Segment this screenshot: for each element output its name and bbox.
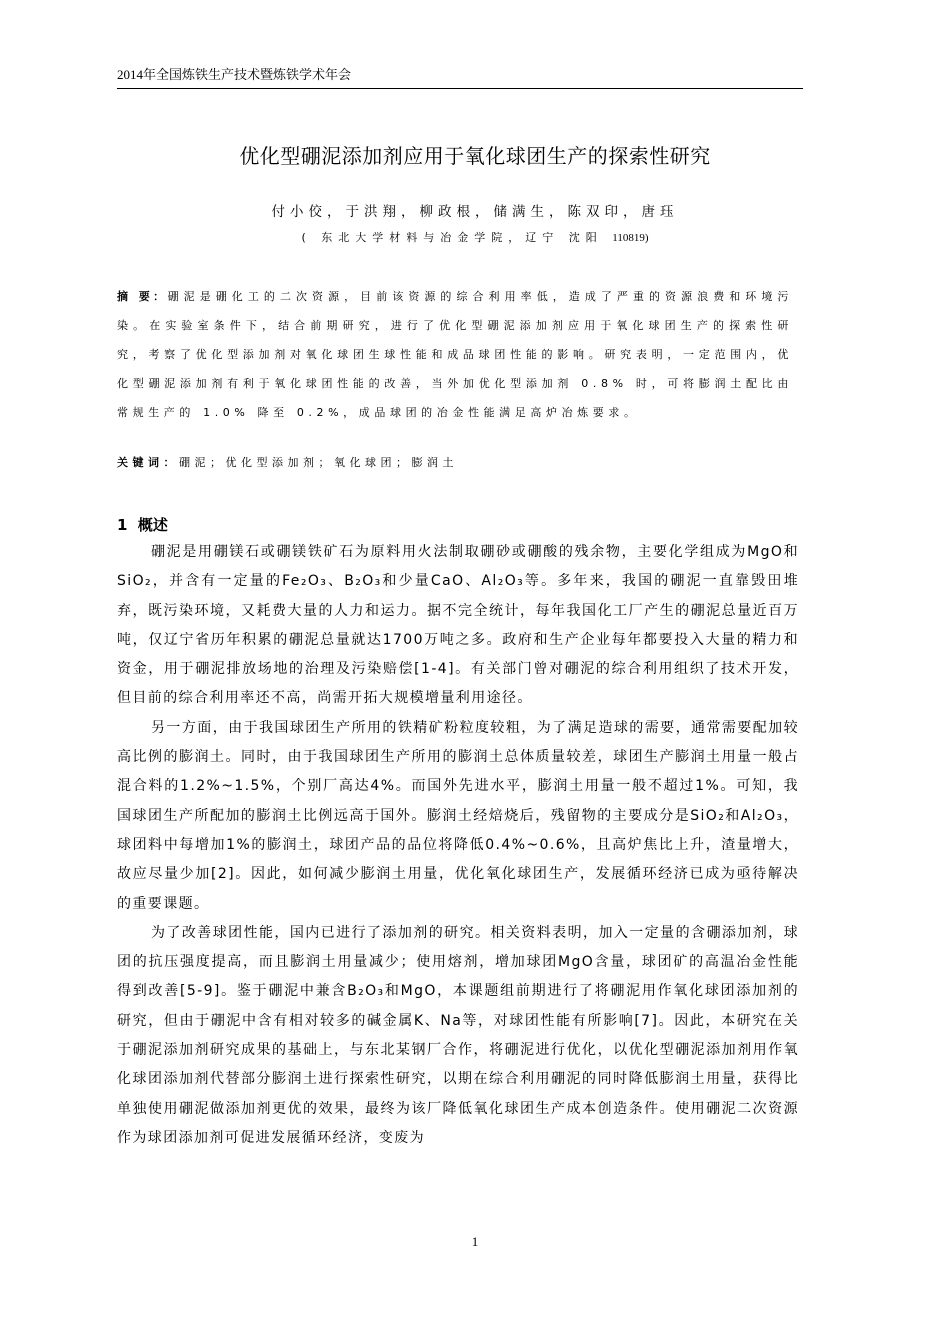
affiliation	[117, 229, 833, 245]
body-paragraph: 另一方面，由于我国球团生产所用的铁精矿粉粒度较粗，为了满足造球的需要，通常需要配加较高比例的膨润土。同时，由于我国球团生产所用的膨润土总体质量较差，球团生产膨润土用量一般占混合料的1.2%~1.5%，个别厂高达4%。而国外先进水平，膨润土用量一般不超过1%。可知，我国球团生产所配加的膨润土比例远高于国外。膨润土经焙烧后，残留物的主要成分是SiO₂和Al₂O₃，球团料中每增加1%的膨润土，球团产品的品位将降低0.4%~0.6%，且高炉焦比上升，渣量增大，故应尽量少加[2]。因此，如何减少膨润土用量，优化氧化球团生产，发展循环经济已成为亟待解决的重要课题。	[117, 719, 799, 912]
body-text	[117, 538, 799, 1153]
keywords-text: 硼泥；优化型添加剂；氧化球团；膨润土	[179, 456, 458, 469]
body-paragraph: 为了改善球团性能，国内已进行了添加剂的研究。相关资料表明，加入一定量的含硼添加剂，球团的抗压强度提高，而且膨润土用量减少；使用熔剂，增加球团MgO含量，球团矿的高温冶金性能得到改善[5-9]。鉴于硼泥中兼含B₂O₃和MgO，本课题组前期进行了将硼泥用作氧化球团添加剂的研究，但由于硼泥中含有相对较多的碱金属K、Na等，对球团性能有所影响[7]。因此，本研究在关于硼泥添加剂研究成果的基础上，与东北某钢厂合作，将硼泥进行优化，以优化型硼泥添加剂用作氧化球团添加剂代替部分膨润土进行探索性研究，以期在综合利用硼泥的同时降低膨润土用量，获得比单独使用硼泥做添加剂更优的效果，最终为该厂降低氧化球团生产成本创造条件。使用硼泥二次资源作为球团添加剂可促进发展循环经济，变废为	[117, 924, 799, 1146]
section-number: 1	[117, 516, 128, 534]
keywords-label: 关键词：	[117, 456, 179, 469]
keywords	[117, 454, 793, 470]
affiliation-text: ( 东北大学材料与冶金学院，辽宁 沈阳	[301, 231, 603, 244]
abstract	[117, 282, 793, 427]
running-header: 2014年全国炼铁生产技术暨炼铁学术年会	[117, 64, 803, 89]
page-number: 1	[471, 1234, 479, 1249]
section-heading	[117, 514, 168, 535]
author-list: 付小佼，于洪翔，柳政根，储满生，陈双印，唐珏	[271, 204, 679, 220]
paper-title: 优化型硼泥添加剂应用于氧化球团生产的探索性研究	[239, 144, 711, 168]
affiliation-postcode: 110819)	[612, 232, 649, 244]
abstract-label: 摘 要：	[117, 290, 168, 303]
section-title-text: 概述	[137, 516, 168, 534]
abstract-text: 硼泥是硼化工的二次资源，目前该资源的综合利用率低，造成了严重的资源浪费和环境污染。在实验室条件下，结合前期研究，进行了优化型硼泥添加剂应用于氧化球团生产的探索性研究，考察了优化型添加剂对氧化球团生球性能和成品球团性能的影响。研究表明，一定范围内，优化型硼泥添加剂有利于氧化球团性能的改善，当外加优化型添加剂 0.8% 时，可将膨润土配比由常规生产的 1.0% 降至 0.2%，成品球团的冶金性能满足高炉冶炼要求。	[117, 290, 793, 419]
body-paragraph: 硼泥是用硼镁石或硼镁铁矿石为原料用火法制取硼砂或硼酸的残余物，主要化学组成为MgO和SiO₂，并含有一定量的Fe₂O₃、B₂O₃和少量CaO、Al₂O₃等。多年来，我国的硼泥一直靠毁田堆弃，既污染环境，又耗费大量的人力和运力。据不完全统计，每年我国化工厂产生的硼泥总量近百万吨，仅辽宁省历年积累的硼泥总量就达1700万吨之多。政府和生产企业每年都要投入大量的精力和资金，用于硼泥排放场地的治理及污染赔偿[1-4]。有关部门曾对硼泥的综合利用组织了技术开发，但目前的综合利用率还不高，尚需开拓大规模增量利用途径。	[117, 544, 799, 707]
